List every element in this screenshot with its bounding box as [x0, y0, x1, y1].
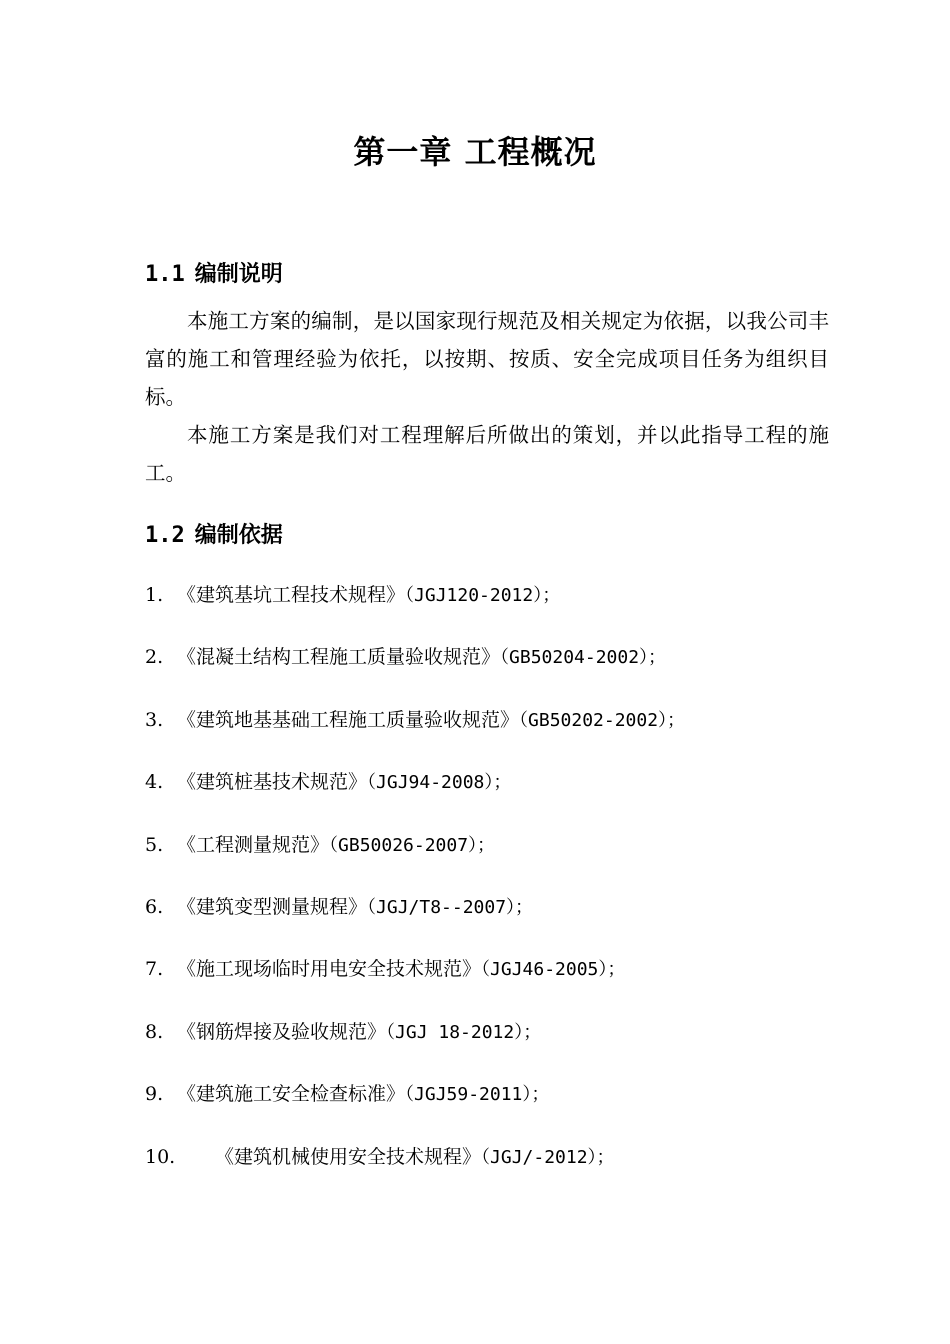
reference-number: 10. [145, 1145, 176, 1168]
section-heading-1-2 [145, 519, 283, 552]
reference-number: 8. [145, 1020, 164, 1043]
section-title: 编制说明 [194, 261, 283, 287]
reference-title: 《建筑基坑工程技术规程》 [177, 584, 406, 606]
reference-code: （JGJ 18-2012）； [386, 1021, 542, 1043]
section-number: 1.1 [145, 262, 185, 287]
reference-item [145, 1137, 845, 1199]
reference-code: （JGJ/T8--2007）； [367, 896, 534, 918]
reference-code: （JGJ94-2008）； [367, 772, 512, 794]
reference-code: （GB50204-2002）； [500, 647, 667, 669]
reference-number: 5. [145, 833, 164, 856]
reference-title: 《钢筋焊接及验收规范》 [177, 1020, 387, 1043]
reference-code: （GB50026-2007）； [329, 834, 496, 856]
paragraph-1: 本施工方案的编制，是以国家现行规范及相关规定为依据，以我公司丰富的施工和管理经验为依托，以按期、按质、安全完成项目任务为组织目标。 [145, 309, 829, 409]
reference-item [145, 1012, 845, 1074]
reference-number: 7. [145, 958, 164, 981]
reference-title: 《混凝土结构工程施工质量验收规范》 [177, 646, 501, 669]
reference-item [145, 700, 845, 762]
reference-title: 《施工现场临时用电安全技术规范》 [177, 958, 482, 981]
reference-title: 《建筑地基基础工程施工质量验收规范》 [177, 708, 520, 731]
section-title: 编制依据 [194, 522, 283, 548]
reference-number: 9. [145, 1083, 164, 1106]
reference-title: 《建筑变型测量规程》 [177, 895, 368, 918]
reference-code: （JGJ/-2012）； [481, 1146, 615, 1168]
section-heading-1-1 [145, 258, 283, 291]
reference-item [145, 762, 845, 824]
reference-number: 1. [145, 584, 164, 606]
reference-title: 《建筑机械使用安全技术规程》 [215, 1145, 482, 1168]
reference-title: 《建筑桩基技术规范》 [177, 771, 368, 794]
reference-code: （GB50202-2002）； [519, 709, 686, 731]
reference-title: 《工程测量规范》 [177, 833, 330, 856]
reference-number: 3. [145, 708, 164, 731]
reference-number: 2. [145, 646, 164, 669]
paragraph-2: 本施工方案是我们对工程理解后所做出的策划，并以此指导工程的施工。 [145, 423, 829, 485]
reference-number: 6. [145, 895, 164, 918]
reference-item [145, 637, 845, 699]
section-number: 1.2 [145, 523, 185, 548]
reference-code: （JGJ46-2005）； [481, 959, 626, 981]
reference-item [145, 575, 845, 637]
reference-item [145, 1074, 845, 1136]
reference-item [145, 949, 845, 1011]
reference-title: 《建筑施工安全检查标准》 [177, 1083, 406, 1106]
reference-code: （JGJ59-2011）； [405, 1084, 550, 1106]
reference-number: 4. [145, 771, 164, 794]
chapter-title: 第一章 工程概况 [353, 133, 597, 171]
reference-item [145, 887, 845, 949]
reference-item [145, 825, 845, 887]
reference-code: （JGJ120-2012）； [405, 585, 561, 606]
reference-list [145, 575, 845, 1199]
